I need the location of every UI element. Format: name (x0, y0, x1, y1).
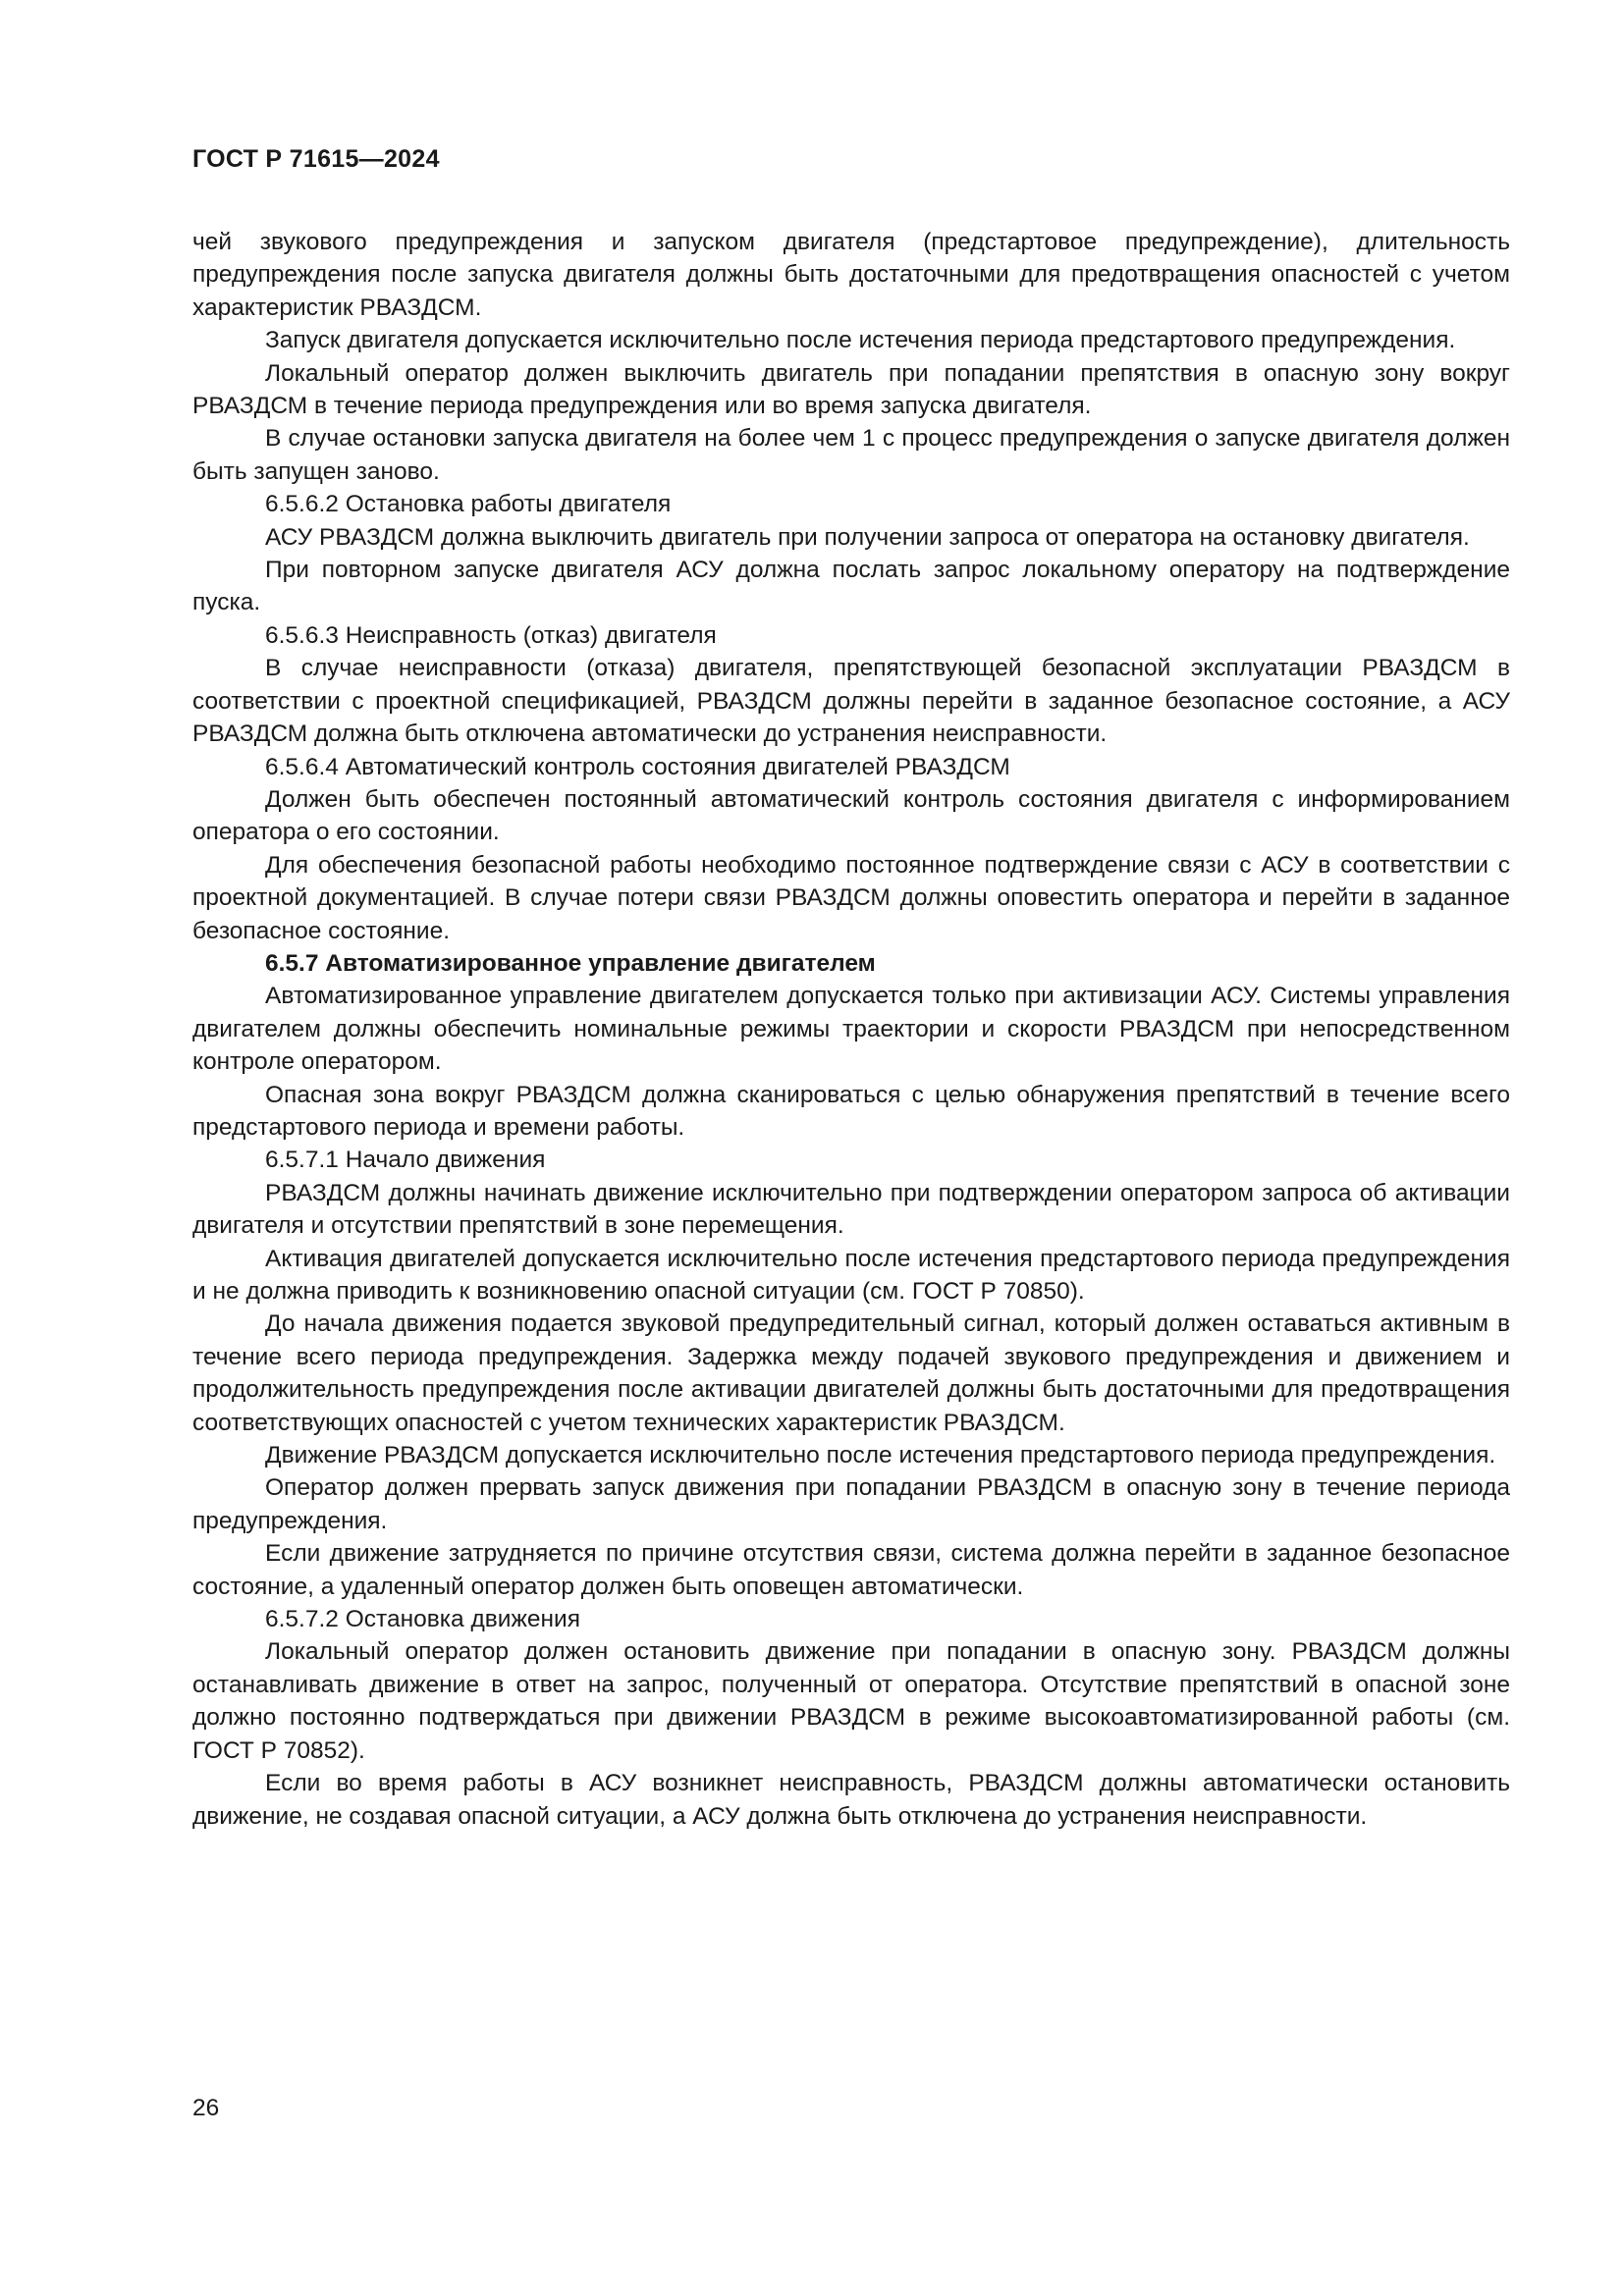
section-heading: 6.5.6.4 Автоматический контроль состояния двигателей РВАЗДСМ (265, 753, 1010, 780)
document-body (192, 226, 1510, 1833)
paragraph: Если движение затрудняется по причине отсутствия связи, система должна перейти в заданное безопасное состояние, а удаленный оператор должен быть оповещен автоматически. (192, 1540, 1510, 1600)
paragraph: Автоматизированное управление двигателем допускается только при активизации АСУ. Системы управления двигателем должны обеспечить номинальные режимы траектории и скорости РВАЗДСМ при непосредственном контроле оператором. (192, 983, 1510, 1076)
paragraph: Движение РВАЗДСМ допускается исключительно после истечения предстартового периода предупреждения. (265, 1442, 1496, 1469)
paragraph: При повторном запуске двигателя АСУ должна послать запрос локальному оператору на подтверждение пуска. (192, 557, 1510, 616)
section-heading: 6.5.6.2 Остановка работы двигателя (265, 491, 672, 518)
section-heading-bold: 6.5.7 Автоматизированное управление двигателем (265, 949, 876, 977)
paragraph: Если во время работы в АСУ возникнет неисправность, РВАЗДСМ должны автоматически остановить движение, не создавая опасной ситуации, а АСУ должна быть отключена до устранения неисправности. (192, 1770, 1510, 1830)
section-heading: 6.5.7.2 Остановка движения (265, 1606, 580, 1633)
paragraph: Локальный оператор должен выключить двигатель при попадании препятствия в опасную зону вокруг РВАЗДСМ в течение периода предупреждения или во время запуска двигателя. (192, 359, 1510, 420)
document-header: ГОСТ Р 71615—2024 (192, 145, 440, 173)
paragraph: Для обеспечения безопасной работы необходимо постоянное подтверждение связи с АСУ в соответствии с проектной документацией. В случае потери связи РВАЗДСМ должны оповестить оператора и перейти в заданное безопасное состояние. (192, 851, 1510, 944)
paragraph: РВАЗДСМ должны начинать движение исключительно при подтверждении оператором запроса об активации двигателя и отсутствии препятствий в зоне перемещения. (192, 1179, 1510, 1240)
paragraph: чей звукового предупреждения и запуском двигателя (предстартовое предупреждение), длительность предупреждения после запуска двигателя должны быть достаточными для предотвращения опасностей с учетом характеристик РВАЗДСМ. (192, 229, 1510, 321)
paragraph: АСУ РВАЗДСМ должна выключить двигатель при получении запроса от оператора на остановку двигателя. (265, 523, 1470, 551)
paragraph: В случае неисправности (отказа) двигателя, препятствующей безопасной эксплуатации РВАЗДСМ в соответствии с проектной спецификацией, РВАЗДСМ должны перейти в заданное безопасное состояние, а АСУ РВАЗДСМ должна быть отключена автоматически до устранения неисправности. (192, 655, 1510, 748)
paragraph: В случае остановки запуска двигателя на более чем 1 с процесс предупреждения о запуске двигателя должен быть запущен заново. (192, 425, 1510, 485)
paragraph: Локальный оператор должен остановить движение при попадании в опасную зону. РВАЗДСМ должны останавливать движение в ответ на запрос, полученный от оператора. Отсутствие препятствий в опасной зоне должно постоянно подтверждаться при движении РВАЗДСМ в режиме высокоавтоматизированной работы (см. ГОСТ Р 70852). (192, 1638, 1510, 1764)
page-number: 26 (192, 2095, 220, 2121)
paragraph: Должен быть обеспечен постоянный автоматический контроль состояния двигателя с информированием оператора о его состоянии. (192, 785, 1510, 846)
paragraph: До начала движения подается звуковой предупредительный сигнал, который должен оставаться активным в течение всего периода предупреждения. Задержка между подачей звукового предупреждения и движением и продолжительность предупреждения после активации двигателей должны быть достаточными для предотвращения соответствующих опасностей с учетом технических характеристик РВАЗДСМ. (192, 1310, 1510, 1436)
section-heading: 6.5.6.3 Неисправность (отказ) двигателя (265, 621, 717, 649)
paragraph: Активация двигателей допускается исключительно после истечения предстартового периода предупреждения и не должна приводить к возникновению опасной ситуации (см. ГОСТ Р 70850). (192, 1245, 1510, 1305)
paragraph: Запуск двигателя допускается исключительно после истечения периода предстартового предупреждения. (265, 327, 1456, 354)
paragraph: Оператор должен прервать запуск движения при попадании РВАЗДСМ в опасную зону в течение периода предупреждения. (192, 1474, 1510, 1534)
section-heading: 6.5.7.1 Начало движения (265, 1147, 546, 1174)
paragraph: Опасная зона вокруг РВАЗДСМ должна сканироваться с целью обнаружения препятствий в течение всего предстартового периода и времени работы. (192, 1081, 1510, 1141)
